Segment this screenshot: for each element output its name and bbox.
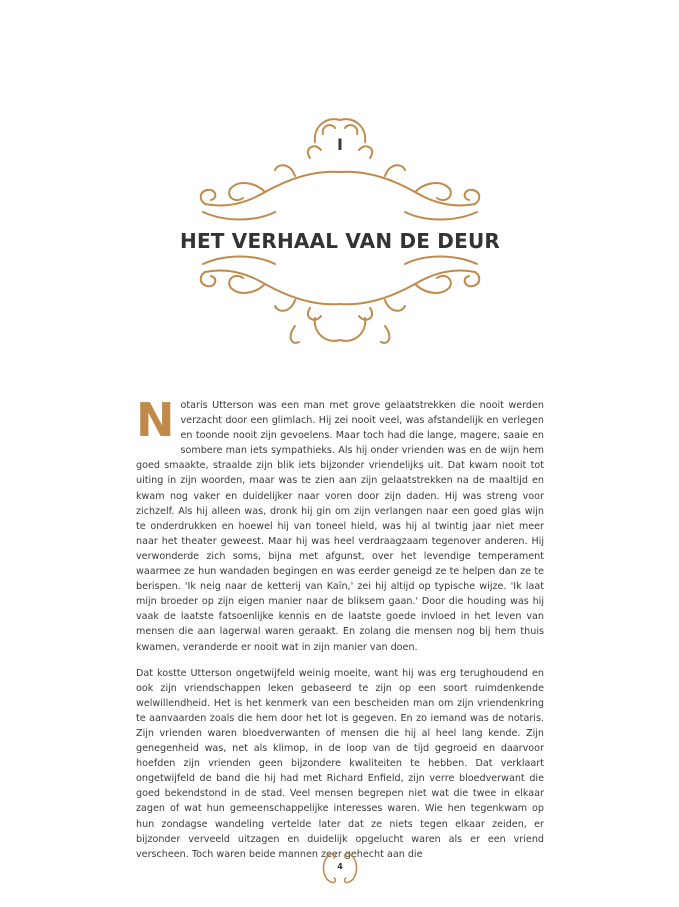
drop-cap: N [136, 393, 175, 447]
body-text [136, 393, 544, 873]
chapter-number: I [337, 135, 343, 154]
paragraph-2: Dat kostte Utterson ongetwijfeld weinig moeite, want hij was erg terughoudend en ook zijn vriendschappen leken gebaseerd te zijn op een soort ruimdenkende welwillendheid. Het is het kenmerk van een bescheiden man om zijn vriendenkring te aanvaarden zoals die hem door het lot is gegeven. En zo iemand was de notaris. Zijn vrienden waren bloedverwanten of mensen die hij al heel lang kende. Zijn genegenheid was, net als klimop, in de loop van de tijd gegroeid en daarvoor hoefden zijn vrienden geen bijzondere kwaliteiten te hebben. Dat verklaart ongetwijfeld de band die hij had met Richard Enfield, zijn verre bloedverwant die goed bekendstond in de stad. Veel mensen begrepen niet wat die twee in elkaar zagen of wat hun gemeenschappelijke interesses waren. Wie hen tegenkwam op hun zondagse wandeling vertelde later dat ze niets tegen elkaar zeiden, er bijzonder verveeld uitzagen en duidelijk opgelucht waren als er een vriend verscheen. Toch waren beide mannen zeer gehecht aan die [136, 667, 544, 860]
paragraph-1 [136, 393, 544, 655]
page-number: 4 [337, 862, 343, 871]
chapter-title: HET VERHAAL VAN DE DEUR [180, 229, 500, 253]
paragraph-1-text: otaris Utterson was een man met grove gelaatstrekken die nooit werden verzacht door een glimlach. Hij zei nooit veel, was afstandelijk en verlegen en toonde nooit zijn gevoelens. Maar toch had die lange, magere, saaie en sombere man iets sympathieks. Als hij onder vrienden was en de wijn hem goed smaakte, straalde zijn blik iets bijzonder vriendelijks uit. Dat kwam nooit tot uiting in zijn woorden, maar was te zien aan zijn gelaatstrekken na de maaltijd en kwam nog vaker en duidelijker naar voren door zijn daden. Hij was streng voor zichzelf. Als hij alleen was, dronk hij gin om zijn verlangen naar een goed glas wijn te onderdrukken en hoewel hij van toneel hield, was hij al twintig jaar niet meer naar het theater geweest. Maar hij was heel verdraagzaam tegenover anderen. Hij verwonderde zich soms, bijna met afgunst, over het levendige temperament waarmee ze hun wandaden begingen en was eerder geneigd ze te helpen dan ze te berispen. 'Ik neig naar de ketterij van Kaïn,' zei hij altijd op typische wijze. 'Ik laat mijn broeder op zijn eigen manier naar de bliksem gaan.' Door die houding was hij vaak de laatste fatsoenlijke kennis en de laatste goede invloed in het leven van mensen die aan lagerwal waren geraakt. En zolang die mensen nog bij hem thuis kwamen, veranderde er nooit wat in zijn manier van doen. [136, 400, 544, 653]
